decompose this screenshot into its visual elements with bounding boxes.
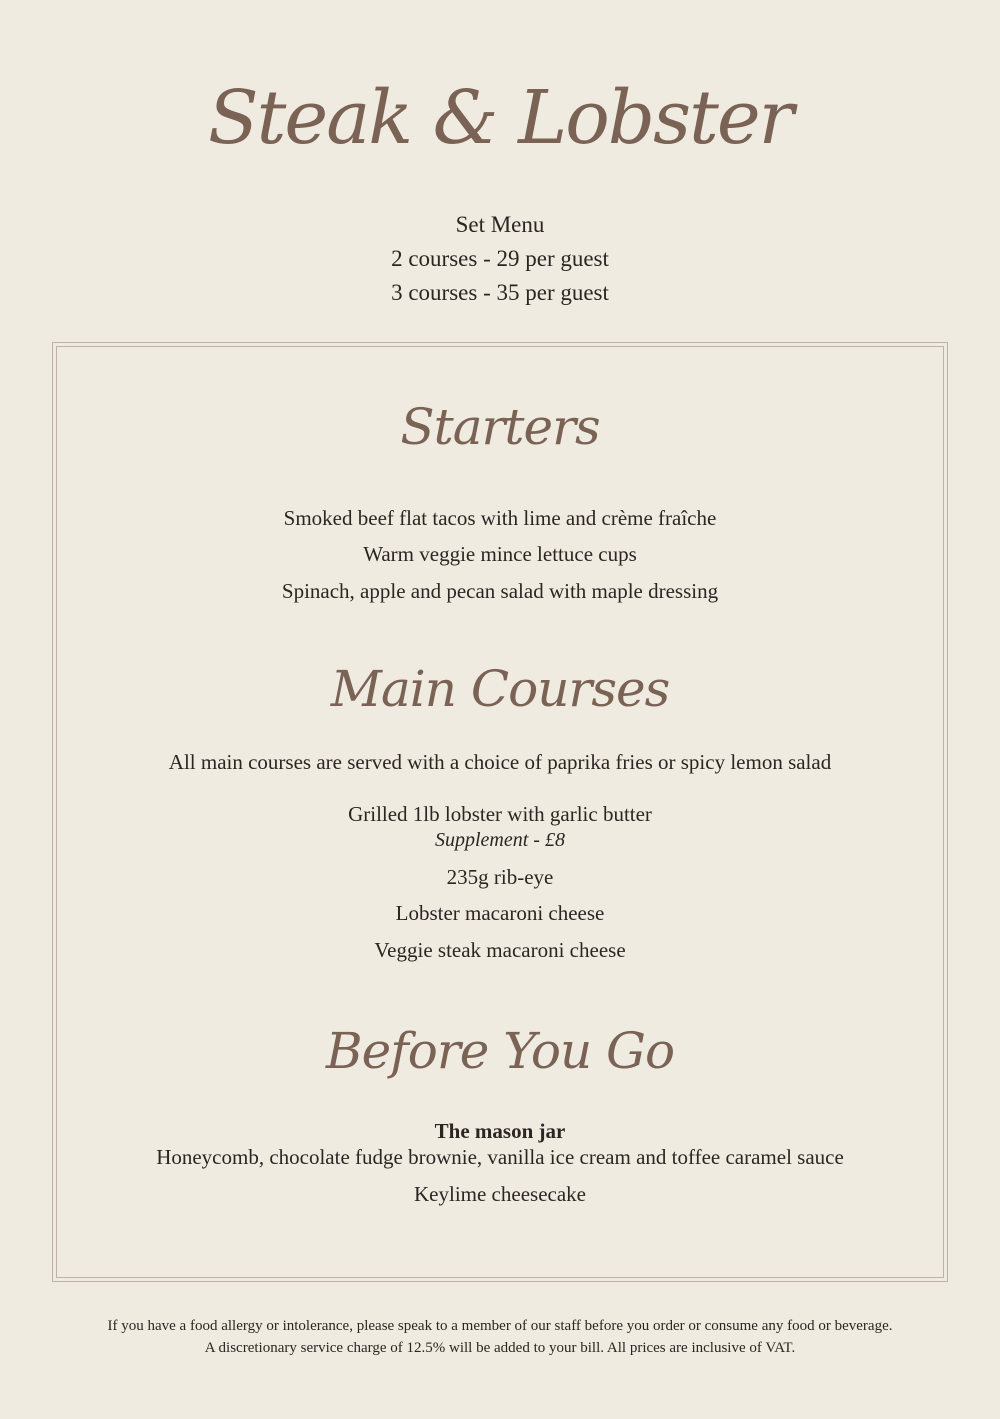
main-courses-heading: Main Courses	[330, 660, 670, 718]
price-two-courses: 2 courses - 29 per guest	[391, 246, 609, 271]
starters-heading: Starters	[400, 398, 600, 456]
dessert-featured-description: Honeycomb, chocolate fudge brownie, vanilla ice cream and toffee caramel sauce	[156, 1145, 844, 1169]
main-item: 235g rib-eye	[446, 865, 554, 889]
dessert-item: Keylime cheesecake	[414, 1182, 586, 1206]
main-courses-note: All main courses are served with a choice of paprika fries or spicy lemon salad	[168, 750, 832, 774]
dessert-featured-name: The mason jar	[434, 1119, 566, 1143]
starter-item: Smoked beef flat tacos with lime and crème fraîche	[283, 506, 717, 530]
main-item: Lobster macaroni cheese	[395, 901, 605, 925]
service-charge-notice: A discretionary service charge of 12.5% will be added to your bill. All prices are inclusive of VAT.	[204, 1340, 796, 1356]
desserts-heading: Before You Go	[325, 1022, 675, 1080]
main-item: Veggie steak macaroni cheese	[374, 938, 626, 962]
menu-title: Steak & Lobster	[207, 75, 793, 161]
allergy-notice: If you have a food allergy or intolerance, please speak to a member of our staff before you order or consume any food or beverage.	[107, 1318, 893, 1334]
starter-item: Warm veggie mince lettuce cups	[363, 542, 637, 566]
main-item: Grilled 1lb lobster with garlic butter	[348, 802, 652, 826]
set-menu-label: Set Menu	[455, 212, 545, 237]
price-three-courses: 3 courses - 35 per guest	[391, 280, 609, 305]
starter-item: Spinach, apple and pecan salad with maple dressing	[281, 579, 719, 603]
set-menu-info	[0, 208, 1000, 310]
lobster-supplement: Supplement - £8	[435, 829, 565, 851]
